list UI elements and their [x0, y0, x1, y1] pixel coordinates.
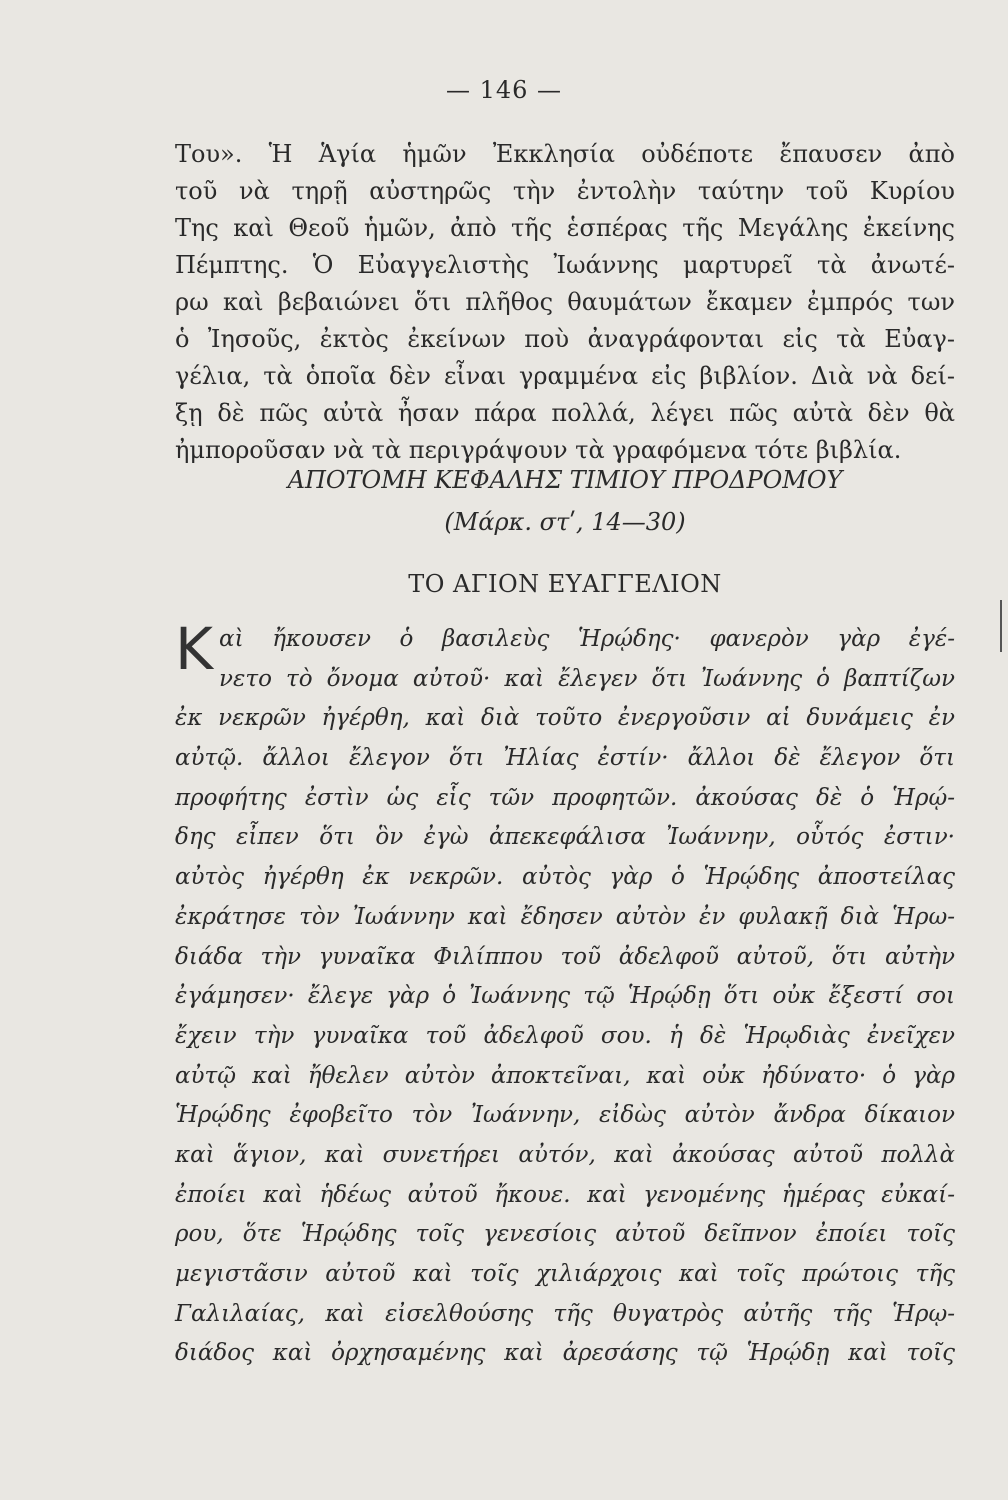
gospel-paragraph [175, 615, 955, 1374]
text-line: αὐτὸς ἠγέρθη ἐκ νεκρῶν. αὐτὸς γὰρ ὁ Ἡρῴδης ἀποστείλας [175, 864, 955, 891]
page-number: — 146 — [445, 76, 563, 104]
text-line: Του». Ἡ Ἁγία ἡμῶν Ἐκκλησία οὐδέποτε ἔπαυσεν ἀπὸ [175, 140, 955, 168]
intro-paragraph [175, 136, 955, 469]
text-line: Της καὶ Θεοῦ ἡμῶν, ἀπὸ τῆς ἑσπέρας τῆς Μεγάλης ἐκείνης [175, 214, 955, 242]
text-line: Γαλιλαίας, καὶ εἰσελθούσης τῆς θυγατρὸς αὐτῆς τῆς Ἡρῳ- [175, 1300, 955, 1327]
text-line: αὐτῷ καὶ ἤθελεν αὐτὸν ἀποκτεῖναι, καὶ οὐκ ἠδύνατο· ὁ γὰρ [175, 1062, 955, 1089]
text-line: ξῃ δὲ πῶς αὐτὰ ἦσαν πάρα πολλά, λέγει πῶς αὐτὰ δὲν θὰ [175, 399, 955, 427]
text-line: καὶ ἅγιον, καὶ συνετήρει αὐτόν, καὶ ἀκούσας αὐτοῦ πολλὰ [175, 1141, 955, 1168]
drop-cap: Κ [175, 615, 214, 683]
text-line: προφήτης ἐστὶν ὡς εἷς τῶν προφητῶν. ἀκούσας δὲ ὁ Ἡρῴ- [175, 784, 955, 811]
text-line: ἐκ νεκρῶν ἠγέρθη, καὶ διὰ τοῦτο ἐνεργοῦσιν αἱ δυνάμεις ἐν [175, 705, 955, 732]
text-line: μεγιστᾶσιν αὐτοῦ καὶ τοῖς χιλιάρχοις καὶ τοῖς πρώτοις τῆς [175, 1261, 955, 1287]
gospel-title: ΤΟ ΑΓΙΟΝ ΕΥΑΓΓΕΛΙΟΝ [408, 570, 722, 598]
text-line: ὁ Ἰησοῦς, ἐκτὸς ἐκείνων ποὺ ἀναγράφονται εἰς τὰ Εὐαγ- [175, 325, 955, 353]
text-line: ρου, ὅτε Ἡρῴδης τοῖς γενεσίοις αὐτοῦ δεῖπνον ἐποίει τοῖς [175, 1221, 955, 1248]
text-line: αὐτῷ. ἄλλοι ἔλεγον ὅτι Ἠλίας ἐστίν· ἄλλοι δὲ ἔλεγον ὅτι [175, 745, 955, 772]
text-line: ἐγάμησεν· ἔλεγε γὰρ ὁ Ἰωάννης τῷ Ἡρῴδῃ ὅτι οὐκ ἔξεστί σοι [175, 983, 955, 1010]
text-line: ἐκράτησε τὸν Ἰωάννην καὶ ἔδησεν αὐτὸν ἐν φυλακῇ διὰ Ἡρω- [175, 903, 955, 930]
text-line: αὶ ἤκουσεν ὁ βασιλεὺς Ἡρῴδης· φανερὸν γὰρ ἐγέ- [219, 626, 955, 652]
text-line: ἔχειν τὴν γυναῖκα τοῦ ἀδελφοῦ σου. ἡ δὲ Ἡρῳδιὰς ἐνεῖχεν [175, 1022, 955, 1049]
text-line: ἐποίει καὶ ἡδέως αὐτοῦ ἤκουε. καὶ γενομένης ἡμέρας εὐκαί- [175, 1181, 955, 1208]
text-line: νετο τὸ ὄνομα αὐτοῦ· καὶ ἔλεγεν ὅτι Ἰωάννης ὁ βαπτίζων [219, 665, 955, 692]
text-line: δης εἶπεν ὅτι ὃν ἐγὼ ἀπεκεφάλισα Ἰωάννην, οὗτός ἐστιν· [175, 824, 955, 851]
text-line: ἠμποροῦσαν νὰ τὰ περιγράψουν τὰ γραφόμενα τότε βιβλία. [175, 436, 902, 464]
text-line: τοῦ νὰ τηρῇ αὐστηρῶς τὴν ἐντολὴν ταύτην τοῦ Κυρίου [175, 177, 955, 205]
text-line: διάδος καὶ ὀρχησαμένης καὶ ἀρεσάσης τῷ Ἡρῴδῃ καὶ τοῖς [175, 1340, 955, 1367]
text-line: γέλια, τὰ ὁποῖα δὲν εἶναι γραμμένα εἰς βιβλίον. Διὰ νὰ δεί- [175, 362, 955, 390]
margin-mark [1000, 600, 1002, 652]
text-line: Ἡρῴδης ἐφοβεῖτο τὸν Ἰωάννην, εἰδὼς αὐτὸν ἄνδρα δίκαιον [175, 1102, 955, 1129]
text-line: διάδα τὴν γυναῖκα Φιλίππου τοῦ ἀδελφοῦ αὐτοῦ, ὅτι αὐτὴν [175, 943, 955, 970]
text-line: Πέμπτης. Ὁ Εὐαγγελιστὴς Ἰωάννης μαρτυρεῖ τὰ ἀνωτέ- [175, 251, 955, 279]
text-line: ρω καὶ βεβαιώνει ὅτι πλῆθος θαυμάτων ἔκαμεν ἐμπρός των [175, 288, 955, 316]
scripture-reference: (Μάρκ. στʹ, 14—30) [444, 508, 686, 536]
section-title: ΑΠΟΤΟΜΗ ΚΕΦΑΛΗΣ ΤΙΜΙΟΥ ΠΡΟΔΡΟΜΟΥ [287, 466, 843, 494]
